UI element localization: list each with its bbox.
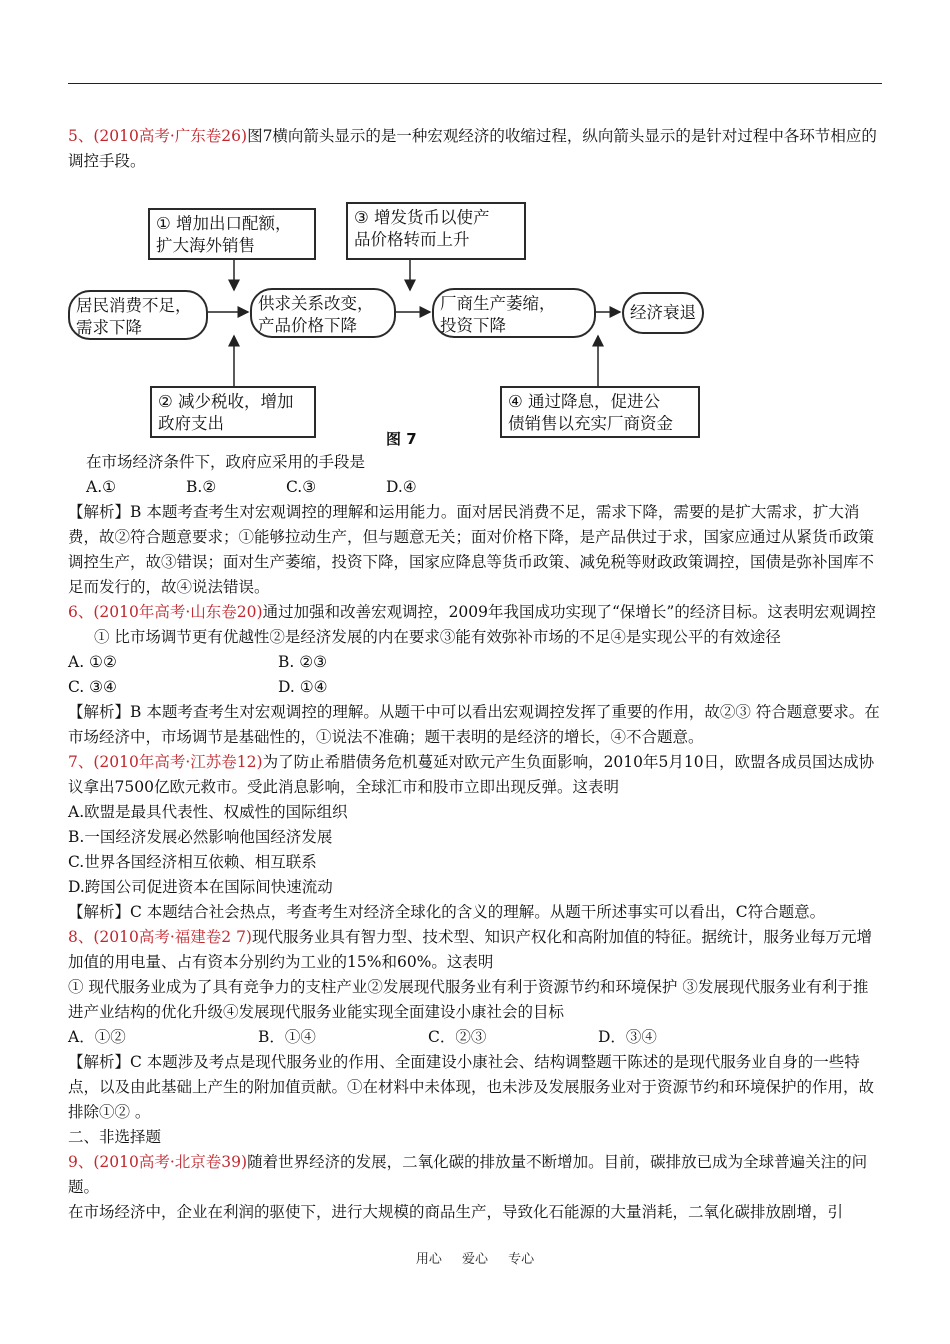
- measure-3-box: ③ 增发货币以使产 品价格转而上升: [346, 202, 526, 260]
- q6-source-tag: 6、(2010年高考·山东卷20): [68, 603, 263, 621]
- q8-source-tag: 8、(2010高考·福建卷2 7): [68, 928, 252, 946]
- q7-option-c: C.世界各国经济相互依赖、相互联系: [68, 853, 317, 871]
- figure-caption: 图 7: [386, 430, 417, 448]
- q6-option-b: B. ②③: [278, 653, 328, 671]
- q6-analysis: 【解析】B 本题考查考生对宏观调控的理解。从题干中可以看出宏观调控发挥了重要的作用，故②③ 符合题意要求。在市场经济中，市场调节是基础性的，①说法不准确；题干表明的是经济的增长，④不合题意。: [68, 703, 880, 746]
- q8-options: [68, 1025, 882, 1050]
- q8-items: ① 现代服务业成为了具有竞争力的支柱产业②发展现代服务业有利于资源节约和环境保护 ③发展现代服务业有利于推进产业结构的优化升级④发展现代服务业能实现全面建设小康社会的目标: [68, 978, 869, 1021]
- flow-step-2: 供求关系改变， 产品价格下降: [250, 288, 396, 338]
- q9-paragraph: 在市场经济中，企业在利润的驱使下，进行大规模的商品生产，导致化石能源的大量消耗，二氧化碳排放剧增，引: [68, 1203, 844, 1221]
- page-footer: 用心 爱心 专心: [415, 1252, 535, 1267]
- q7-analysis: 【解析】C 本题结合社会热点，考查考生对经济全球化的含义的理解。从题干所述事实可以看出，C符合题意。: [68, 903, 826, 921]
- q5-option-c: C.③: [286, 478, 317, 496]
- q5-text: 5、(2010高考·广东卷26)图7横向箭头显示的是一种宏观经济的收缩过程，纵向箭头显示的是针对过程中各环节相应的调控手段。: [68, 127, 877, 170]
- q7-text: 7、(2010年高考·江苏卷12)为了防止希腊债务危机蔓延对欧元产生负面影响，2010年5月10日，欧盟各成员国达成协议拿出7500亿欧元救市。受此消息影响，全球汇市和股市立即出现反弹。这表明: [68, 753, 875, 796]
- q7-source-tag: 7、(2010年高考·江苏卷12): [68, 753, 263, 771]
- flow-step-3: 厂商生产萎缩， 投资下降: [432, 288, 596, 338]
- q9-text: 9、(2010高考·北京卷39)随着世界经济的发展，二氧化碳的排放量不断增加。目前，碳排放已成为全球普遍关注的问题。: [68, 1153, 868, 1196]
- figure-7-flowchart: [68, 178, 708, 433]
- q5-analysis: 【解析】B 本题考查考生对宏观调控的理解和运用能力。面对居民消费不足，需求下降，需要的是扩大需求，扩大消费，故②符合题意要求；①能够拉动生产，但与题意无关；面对价格下降，是产品供过于求，国家应通过从紧货币政策调控生产，故③错误；面对生产萎缩，投资下降，国家应降息等货币政策、减免税等财政政策调控，国债是弥补国库不足而发行的，故④说法错误。: [68, 503, 875, 596]
- q6-options-row1: [68, 650, 882, 675]
- measure-2-box: ② 减少税收，增加 政府支出: [150, 386, 316, 438]
- flow-step-1: 居民消费不足， 需求下降: [68, 290, 208, 340]
- q8-option-d: D．③④: [598, 1028, 657, 1046]
- q6-text: 6、(2010年高考·山东卷20)通过加强和改善宏观调控，2009年我国成功实现了“保增长”的经济目标。这表明宏观调控: [68, 603, 876, 621]
- section-heading: 二、非选择题: [68, 1128, 162, 1146]
- q5-option-a: A.①: [86, 478, 117, 496]
- q9-source-tag: 9、(2010高考·北京卷39): [68, 1153, 248, 1171]
- q6-option-c: C. ③④: [68, 678, 117, 696]
- q8-text: 8、(2010高考·福建卷2 7)现代服务业具有智力型、技术型、知识产权化和高附加值的特征。据统计，服务业每万元增加值的用电量、占有资本分别约为工业的15%和60%。这表明: [68, 928, 872, 971]
- q8-option-c: C．②③: [428, 1028, 487, 1046]
- document-body: [68, 124, 882, 1225]
- q6-options-row2: [68, 675, 882, 700]
- q5-option-d: D.④: [386, 478, 417, 496]
- q5-option-b: B.②: [186, 478, 217, 496]
- q8-option-b: B．①④: [258, 1028, 316, 1046]
- q7-option-b: B.一国经济发展必然影响他国经济发展: [68, 828, 333, 846]
- q7-option-d: D.跨国公司促进资本在国际间快速流动: [68, 878, 333, 896]
- q5-source-tag: 5、(2010高考·广东卷26): [68, 127, 248, 145]
- q5-options: [68, 475, 882, 500]
- measure-1-box: ① 增加出口配额， 扩大海外销售: [148, 208, 316, 260]
- q6-items: ① 比市场调节更有优越性②是经济发展的内在要求③能有效弥补市场的不足④是实现公平的有效途径: [94, 628, 781, 646]
- q7-option-a: A.欧盟是最具代表性、权威性的国际组织: [68, 803, 348, 821]
- q8-analysis: 【解析】C 本题涉及考点是现代服务业的作用、全面建设小康社会、结构调整题干陈述的是现代服务业自身的一些特点，以及由此基础上产生的附加值贡献。①在材料中未体现，也未涉及发展服务业对于资源节约和环境保护的作用，故排除①② 。: [68, 1053, 875, 1121]
- measure-4-box: ④ 通过降息，促进公 债销售以充实厂商资金: [500, 386, 700, 438]
- q6-option-a: A. ①②: [68, 653, 117, 671]
- q6-option-d: D. ①④: [278, 678, 328, 696]
- header-rule: [68, 83, 882, 84]
- q5-stem: 在市场经济条件下，政府应采用的手段是: [86, 453, 366, 471]
- flow-step-4: 经济衰退: [622, 292, 704, 334]
- q8-option-a: A．①②: [68, 1028, 126, 1046]
